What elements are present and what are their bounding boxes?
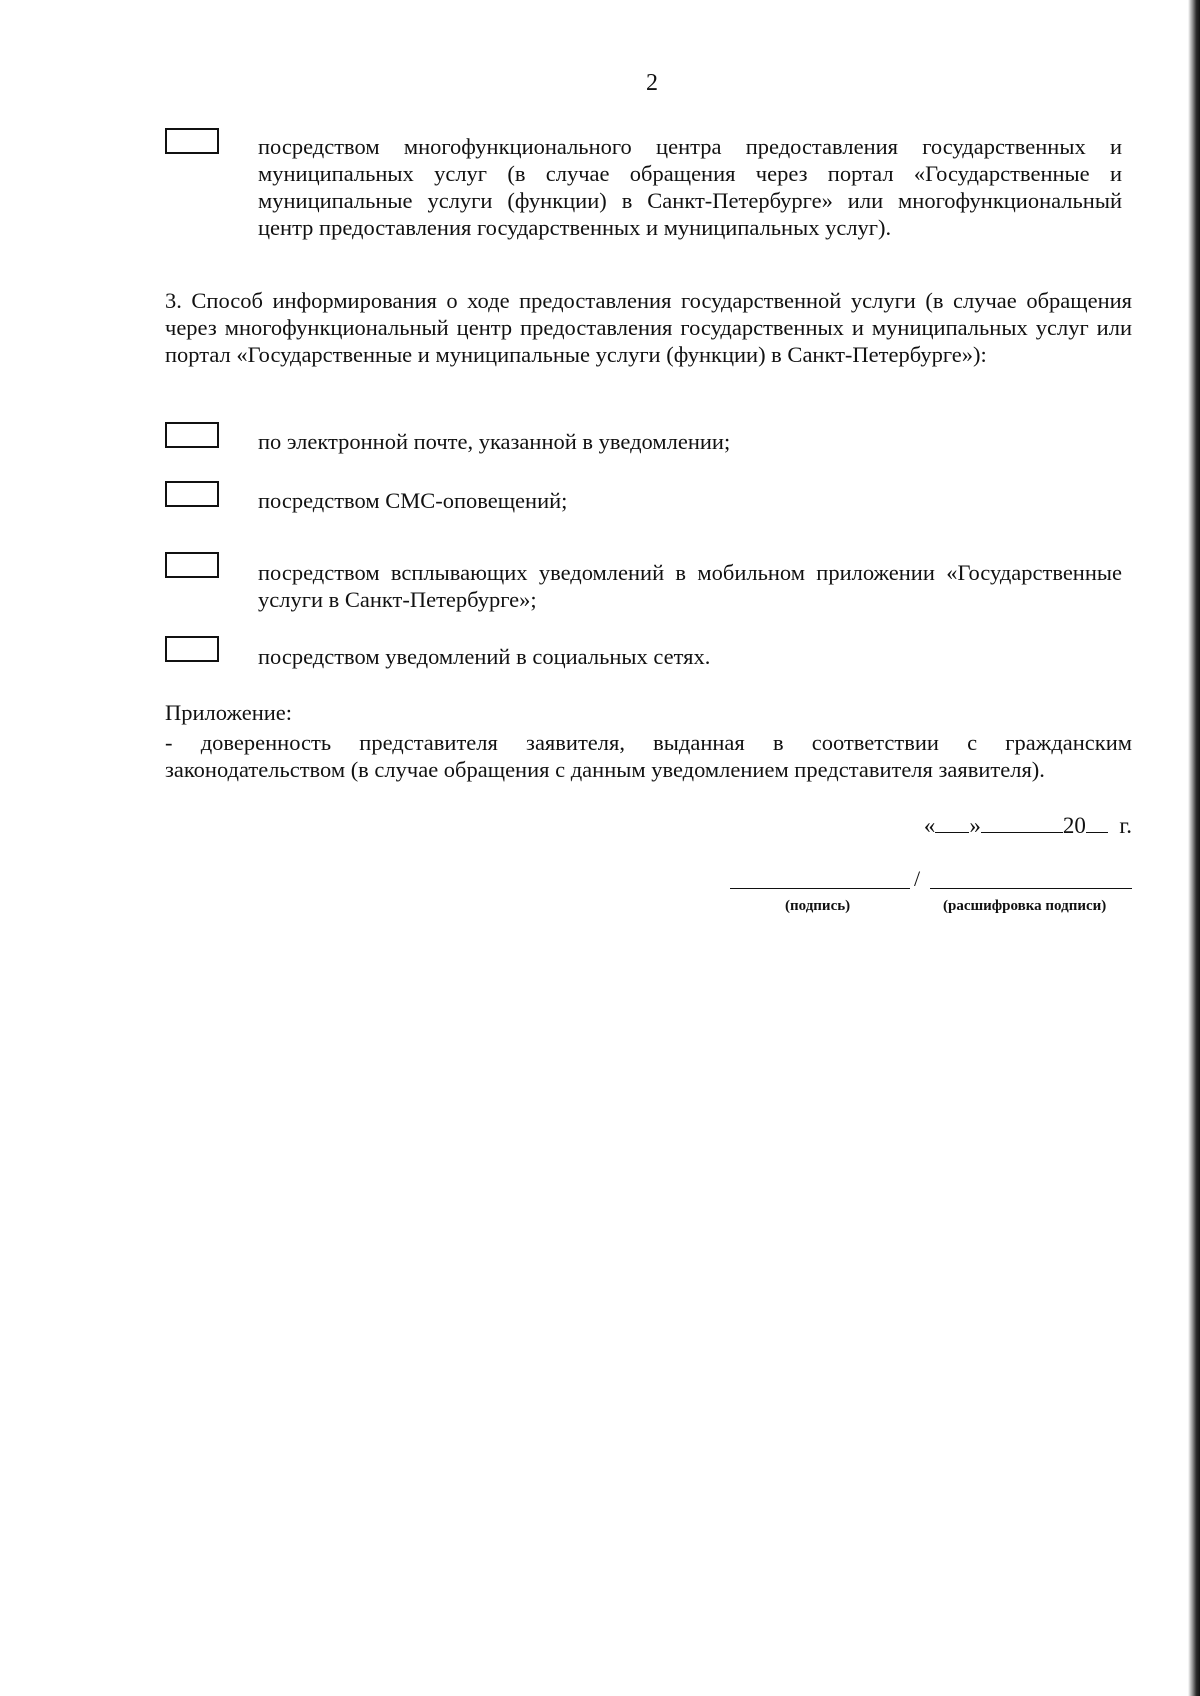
date-open-quote: «	[923, 813, 936, 838]
signature-slash: /	[914, 866, 921, 891]
option-mfc-receipt-label: посредством многофункционального центра предоставления государственных и муниципальных услуг (в случае обращения через портал «Государственные и муниципальные услуги (функции) в Санкт-Петербурге» или многофункциональный центр предоставления государственных и муниципальных услуг).	[258, 134, 1122, 240]
attachment-title: Приложение:	[165, 700, 293, 725]
signature-decode-caption: (расшифровка подписи)	[943, 898, 1107, 914]
date-close-quote: »	[969, 813, 981, 838]
checkbox-push[interactable]	[165, 552, 219, 578]
scan-edge-shadow	[1188, 0, 1200, 1696]
option-push-label: посредством всплывающих уведомлений в мобильном приложении «Государственные услуги в Санкт-Петербурге»;	[258, 560, 1122, 612]
section-3-heading: 3. Способ информирования о ходе предоставления государственной услуги (в случае обращения через многофункциональный центр предоставления государственных и муниципальных услуг или портал «Государственные и муниципальные услуги (функции) в Санкт-Петербурге»):	[165, 288, 1132, 367]
year-prefix: 20	[1062, 813, 1086, 838]
option-email-label: по электронной почте, указанной в уведомлении;	[258, 429, 731, 454]
date-line	[924, 812, 1132, 839]
option-sms-label: посредством СМС-оповещений;	[258, 488, 568, 513]
checkbox-sms[interactable]	[165, 481, 219, 507]
day-blank[interactable]	[935, 812, 969, 833]
year-blank[interactable]	[1086, 812, 1108, 833]
signature-decode-line[interactable]	[930, 888, 1132, 889]
year-suffix: г.	[1119, 813, 1132, 838]
option-social-label: посредством уведомлений в социальных сетях.	[258, 644, 711, 669]
signature-line[interactable]	[730, 888, 910, 889]
signature-caption: (подпись)	[785, 898, 851, 914]
checkbox-social[interactable]	[165, 636, 219, 662]
attachment-text: - доверенность представителя заявителя, выданная в соответствии с гражданским законодательством (в случае обращения с данным уведомлением представителя заявителя).	[165, 730, 1132, 782]
checkbox-mfc-receipt[interactable]	[165, 128, 219, 154]
checkbox-email[interactable]	[165, 422, 219, 448]
page-number: 2	[646, 70, 658, 96]
month-blank[interactable]	[981, 812, 1063, 833]
